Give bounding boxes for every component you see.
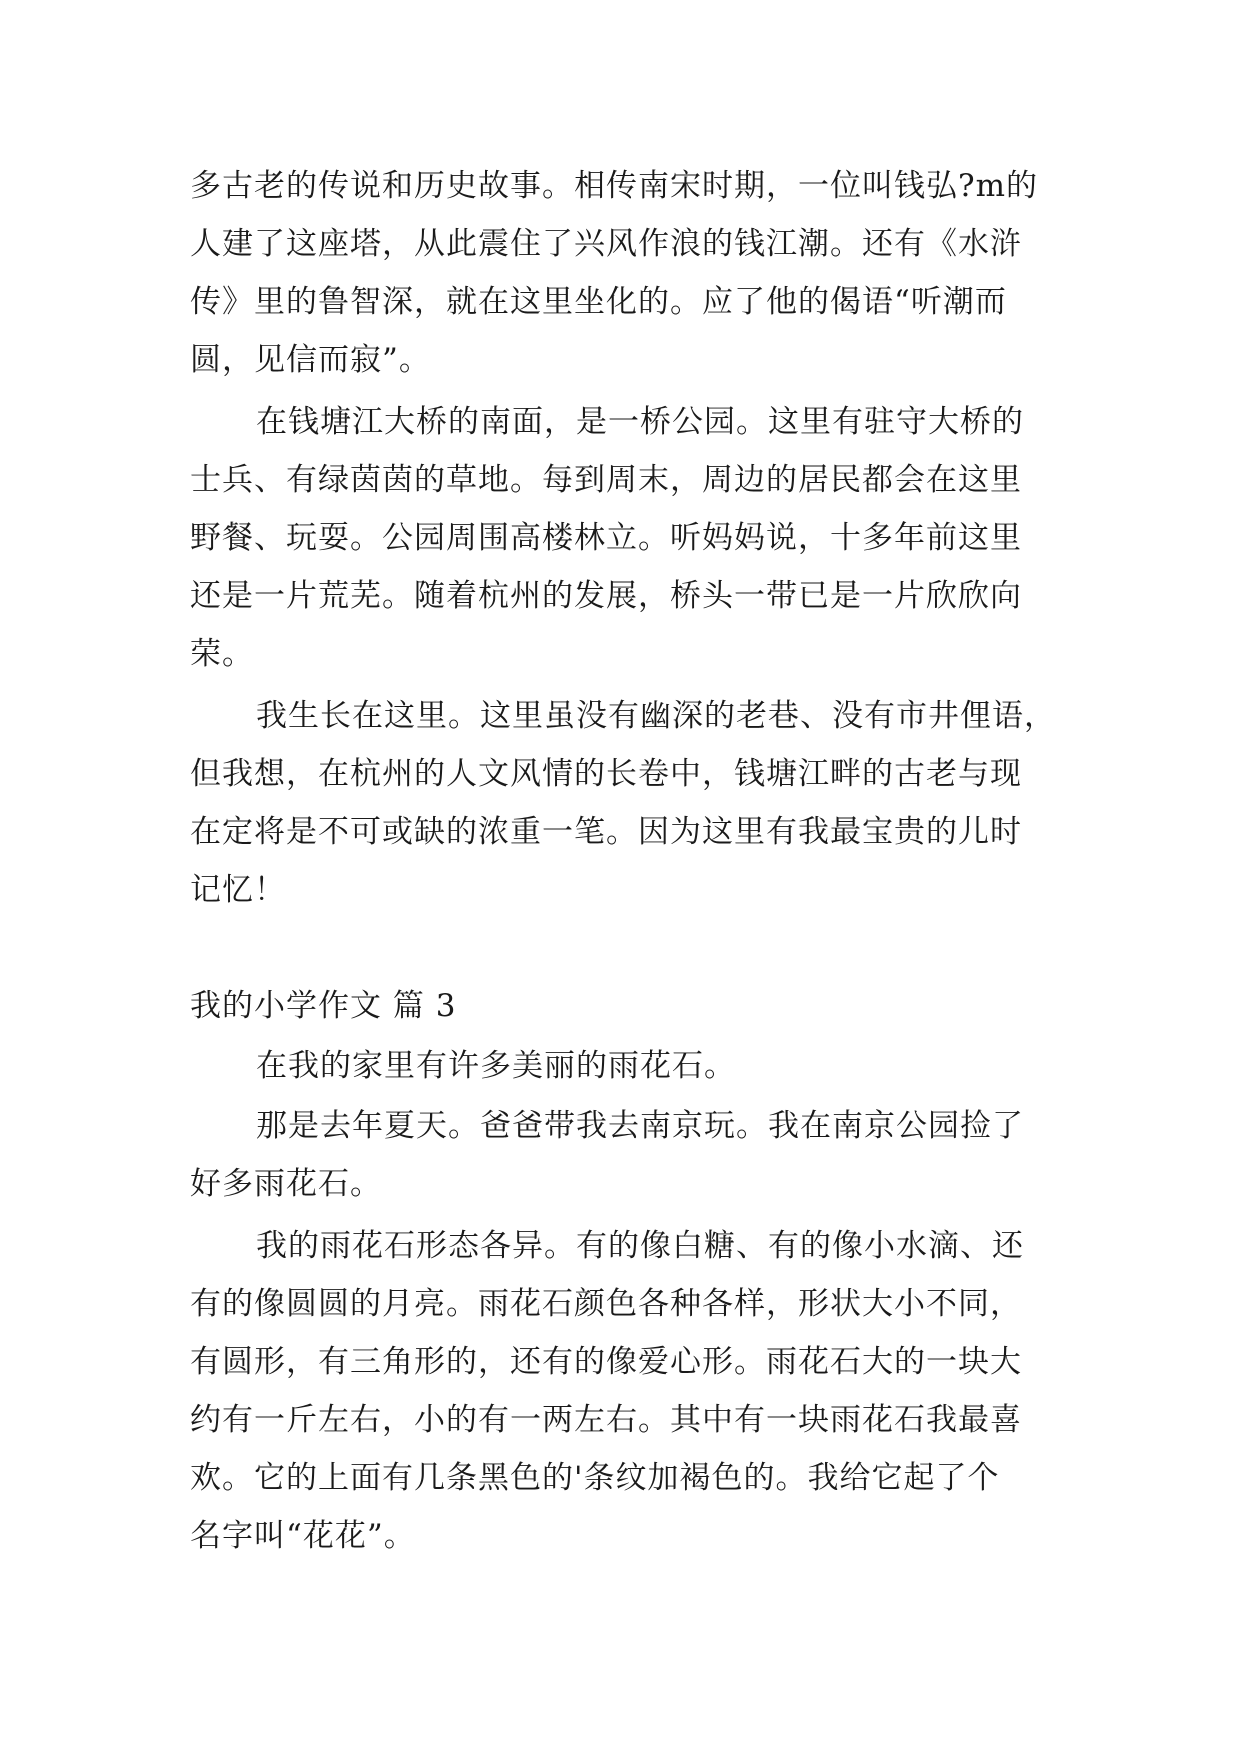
- text-line: 荣。: [190, 636, 254, 672]
- text-line: 我生长在这里。这里虽没有幽深的老巷、没有市井俚语，: [256, 698, 1056, 734]
- text-line: 约有一斤左右，小的有一两左右。其中有一块雨花石我最喜: [190, 1402, 1022, 1438]
- text-line: 人建了这座塔，从此震住了兴风作浪的钱江潮。还有《水浒: [190, 226, 1022, 262]
- text-line: 那是去年夏天。爸爸带我去南京玩。我在南京公园捡了: [256, 1108, 1024, 1144]
- text-line: 但我想，在杭州的人文风情的长卷中，钱塘江畔的古老与现: [190, 756, 1022, 792]
- section-heading: 我的小学作文 篇 3: [190, 988, 457, 1024]
- text-line: 在我的家里有许多美丽的雨花石。: [256, 1048, 736, 1084]
- text-line: 在定将是不可或缺的浓重一笔。因为这里有我最宝贵的儿时: [190, 814, 1022, 850]
- text-line: 记忆！: [190, 872, 286, 908]
- text-line: 野餐、玩耍。公园周围高楼林立。听妈妈说，十多年前这里: [190, 520, 1022, 556]
- text-line: 圆，见信而寂”。: [190, 342, 431, 378]
- text-line: 好多雨花石。: [190, 1166, 382, 1202]
- text-line: 传》里的鲁智深，就在这里坐化的。应了他的偈语“听潮而: [190, 284, 1007, 320]
- text-line: 欢。它的上面有几条黑色的'条纹加褐色的。我给它起了个: [190, 1460, 1000, 1496]
- text-line: 还是一片荒芜。随着杭州的发展，桥头一带已是一片欣欣向: [190, 578, 1022, 614]
- text-line: 有的像圆圆的月亮。雨花石颜色各种各样，形状大小不同，: [190, 1286, 1022, 1322]
- text-line: 士兵、有绿茵茵的草地。每到周末，周边的居民都会在这里: [190, 462, 1022, 498]
- text-line: 名字叫“花花”。: [190, 1518, 416, 1554]
- text-line: 我的雨花石形态各异。有的像白糖、有的像小水滴、还: [256, 1228, 1024, 1264]
- text-line: 在钱塘江大桥的南面，是一桥公园。这里有驻守大桥的: [256, 404, 1024, 440]
- text-line: 有圆形，有三角形的，还有的像爱心形。雨花石大的一块大: [190, 1344, 1022, 1380]
- text-line: 多古老的传说和历史故事。相传南宋时期，一位叫钱弘?m的: [190, 168, 1039, 204]
